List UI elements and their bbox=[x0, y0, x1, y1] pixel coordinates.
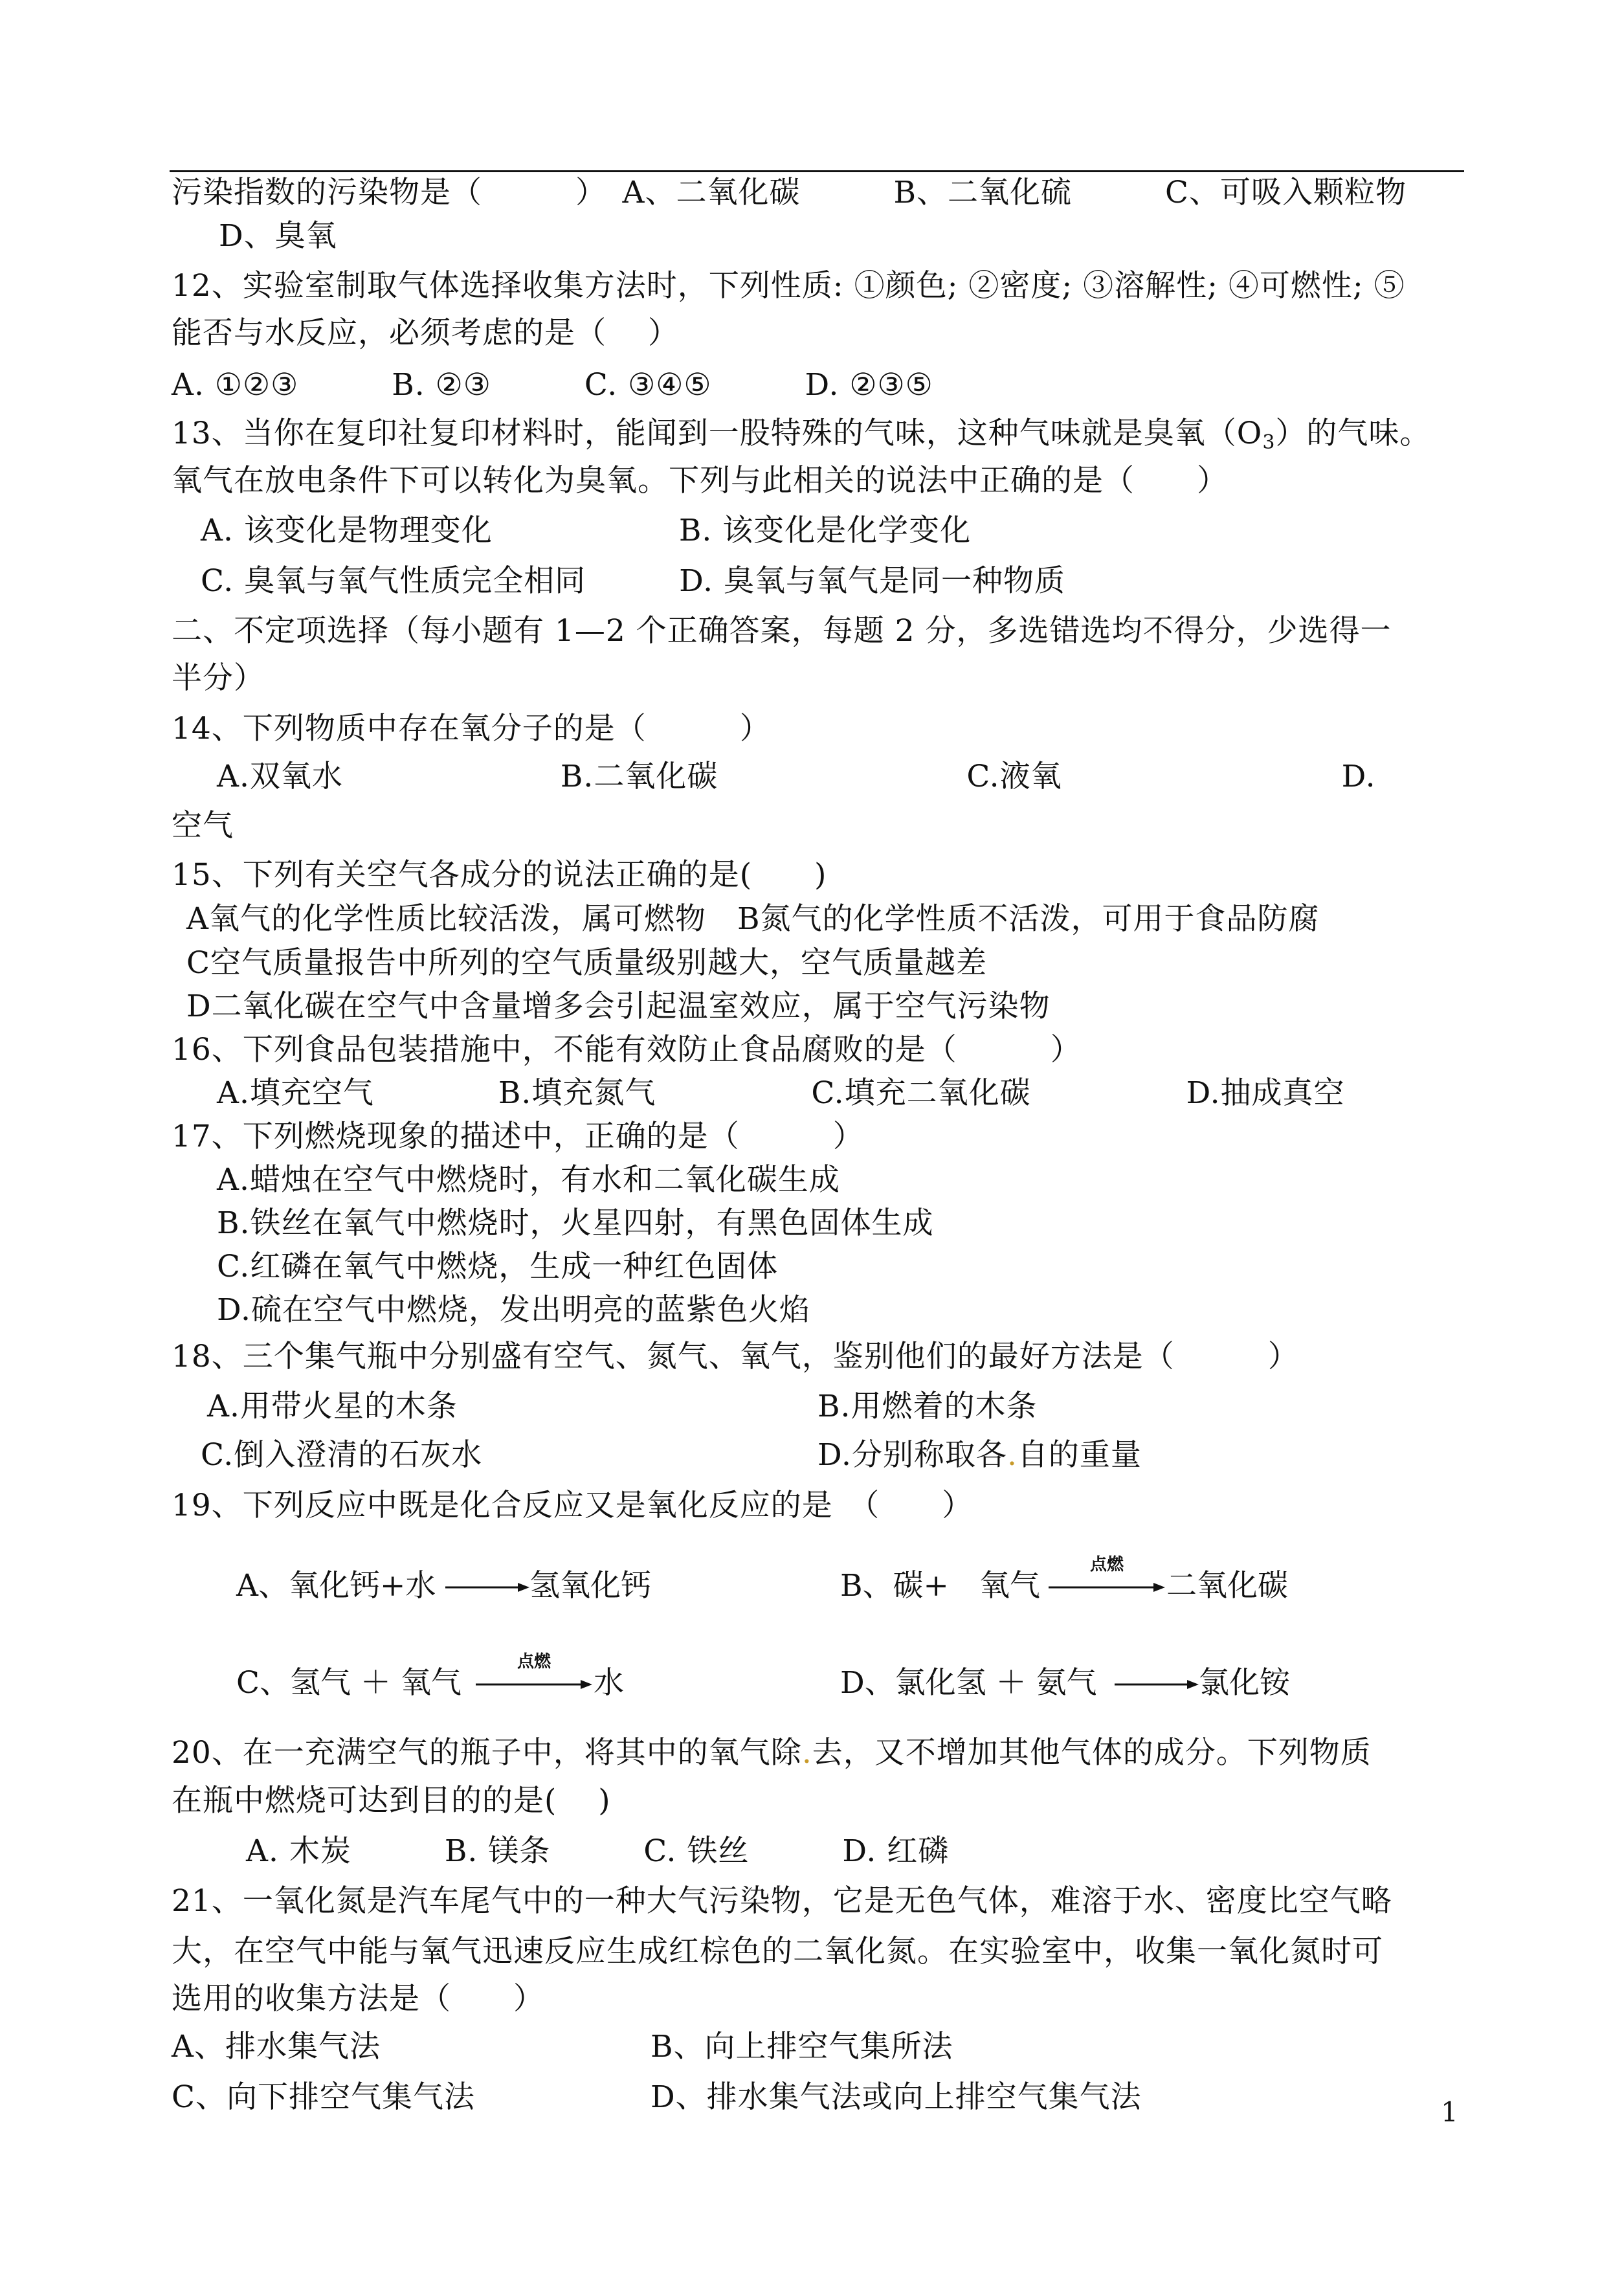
option-line: C.红磷在氧气中燃烧，生成一种红色固体 bbox=[217, 1249, 779, 1284]
option-line: C空气质量报告中所列的空气质量级别越大，空气质量越差 bbox=[186, 945, 987, 981]
question-19-stem: 19、下列反应中既是化合反应又是氧化反应的是 （ ） bbox=[172, 1488, 973, 1523]
text-line: 空气 bbox=[172, 808, 234, 844]
text-segment: 20、在一充满空气的瓶子中，将其中的氧气除 bbox=[172, 1735, 802, 1771]
question-18-stem: 18、三个集气瓶中分别盛有空气、氮气、氧气，鉴别他们的最好方法是（ ） bbox=[172, 1339, 1299, 1374]
reaction-a-reactants: A、氧化钙+水 bbox=[236, 1568, 436, 1604]
question-20-options: A. 木炭 B. 镁条 C. 铁丝 D. 红磷 bbox=[246, 1833, 950, 1869]
text-line: 污染指数的污染物是（ ） A、二氧化碳 B、二氧化硫 C、可吸入颗粒物 bbox=[172, 175, 1407, 210]
question-13-options-cd: C. 臭氧与氧气性质完全相同 D. 臭氧与氧气是同一种物质 bbox=[201, 563, 1066, 599]
reaction-d-product: 氯化铵 bbox=[1199, 1665, 1290, 1701]
reaction-condition: 点燃 bbox=[1089, 1555, 1124, 1574]
text-line: 大，在空气中能与氧气迅速反应生成红棕色的二氧化氮。在实验室中，收集一氧化氮时可 bbox=[172, 1934, 1383, 1969]
text-line: 氧气在放电条件下可以转化为臭氧。下列与此相关的说法中正确的是（ ） bbox=[172, 463, 1228, 498]
reaction-d-reactants: D、氯化氢 ＋ 氨气 bbox=[840, 1665, 1097, 1701]
question-17-stem: 17、下列燃烧现象的描述中，正确的是（ ） bbox=[172, 1119, 864, 1154]
question-12-options: A. ①②③ B. ②③ C. ③④⑤ D. ②③⑤ bbox=[172, 367, 933, 403]
option-line: C.倒入澄清的石灰水 bbox=[201, 1437, 483, 1473]
reaction-arrow bbox=[476, 1652, 592, 1703]
arrow-icon bbox=[445, 1581, 529, 1594]
option-line: C、向下排空气集气法 bbox=[172, 2079, 475, 2115]
reaction-c-reactants: C、氢气 ＋ 氧气 bbox=[236, 1665, 462, 1701]
question-14-stem: 14、下列物质中存在氧分子的是（ ） bbox=[172, 711, 771, 746]
text-line: 半分） bbox=[172, 660, 265, 696]
reaction-arrow bbox=[1049, 1555, 1165, 1605]
question-16-options: A.填充空气 B.填充氮气 C.填充二氧化碳 D.抽成真空 bbox=[217, 1075, 1345, 1111]
reaction-arrow bbox=[1115, 1664, 1199, 1703]
option-line: D二氧化碳在空气中含量增多会引起温室效应，属于空气污染物 bbox=[186, 989, 1051, 1024]
text-segment: 自的重量 bbox=[1017, 1437, 1142, 1473]
question-13-options-ab: A. 该变化是物理变化 B. 该变化是化学变化 bbox=[201, 513, 972, 548]
option-line: D.硫在空气中燃烧，发出明亮的蓝紫色火焰 bbox=[217, 1292, 810, 1328]
question-21-stem: 21、一氧化氮是汽车尾气中的一种大气污染物，它是无色气体，难溶于水、密度比空气略 bbox=[172, 1883, 1392, 1919]
arrow-icon bbox=[1049, 1581, 1165, 1594]
option-line: B.用燃着的木条 bbox=[818, 1389, 1038, 1424]
arrow-icon bbox=[1115, 1678, 1199, 1691]
reaction-b-product: 二氧化碳 bbox=[1166, 1568, 1288, 1604]
reaction-c-product: 水 bbox=[594, 1665, 624, 1701]
emphasis-dot: . bbox=[801, 1735, 812, 1771]
option-line: A.用带火星的木条 bbox=[207, 1389, 458, 1424]
question-20-stem bbox=[172, 1734, 1372, 1773]
option-line: B、向上排空气集所法 bbox=[651, 2029, 953, 2064]
question-16-stem: 16、下列食品包装措施中，不能有效防止食品腐败的是（ ） bbox=[172, 1032, 1082, 1068]
question-13-stem bbox=[172, 414, 1430, 462]
option-line: A、排水集气法 bbox=[172, 2029, 381, 2064]
emphasis-dot: . bbox=[1007, 1437, 1018, 1473]
reaction-condition: 点燃 bbox=[517, 1652, 551, 1672]
option-line: B.铁丝在氧气中燃烧时，火星四射，有黑色固体生成 bbox=[217, 1205, 934, 1241]
page-number: 1 bbox=[1441, 2096, 1458, 2128]
section-heading: 二、不定项选择（每小题有 1—2 个正确答案，每题 2 分，多选错选均不得分，少选得一 bbox=[172, 613, 1392, 649]
text-segment: 13、当你在复印社复印材料时，能闻到一股特殊的气味，这种气味就是臭氧（O bbox=[172, 416, 1263, 451]
text-segment: ）的气味。 bbox=[1275, 416, 1431, 451]
text-line: 选用的收集方法是（ ） bbox=[172, 1981, 544, 2017]
header-rule bbox=[170, 170, 1464, 172]
text-segment: D.分别称取各 bbox=[818, 1437, 1007, 1473]
option-line: A氧气的化学性质比较活泼，属可燃物 B氮气的化学性质不活泼，可用于食品防腐 bbox=[186, 901, 1320, 937]
reaction-a-product: 氢氧化钙 bbox=[529, 1568, 651, 1604]
option-line: A.蜡烛在空气中燃烧时，有水和二氧化碳生成 bbox=[217, 1162, 840, 1198]
text-line: 在瓶中燃烧可达到目的的是( ) bbox=[172, 1783, 611, 1818]
text-line: D、臭氧 bbox=[219, 218, 337, 254]
text-segment: 去，又不增加其他气体的成分。下列物质 bbox=[812, 1735, 1372, 1771]
subscript: 3 bbox=[1262, 431, 1276, 454]
question-15-stem: 15、下列有关空气各成分的说法正确的是( ) bbox=[172, 857, 827, 893]
option-line: D、排水集气法或向上排空气集气法 bbox=[651, 2079, 1142, 2115]
text-line: 能否与水反应，必须考虑的是（ ） bbox=[172, 315, 679, 351]
reaction-arrow bbox=[445, 1567, 529, 1605]
question-12-stem: 12、实验室制取气体选择收集方法时，下列性质: ①颜色; ②密度; ③溶解性; ④可燃性; ⑤ bbox=[172, 268, 1405, 304]
question-14-options: A.双氧水 B.二氧化碳 C.液氧 D. bbox=[217, 759, 1376, 794]
option-line bbox=[818, 1436, 1142, 1475]
reaction-b-reactants: B、碳+ 氧气 bbox=[840, 1568, 1040, 1604]
arrow-icon bbox=[476, 1678, 592, 1691]
